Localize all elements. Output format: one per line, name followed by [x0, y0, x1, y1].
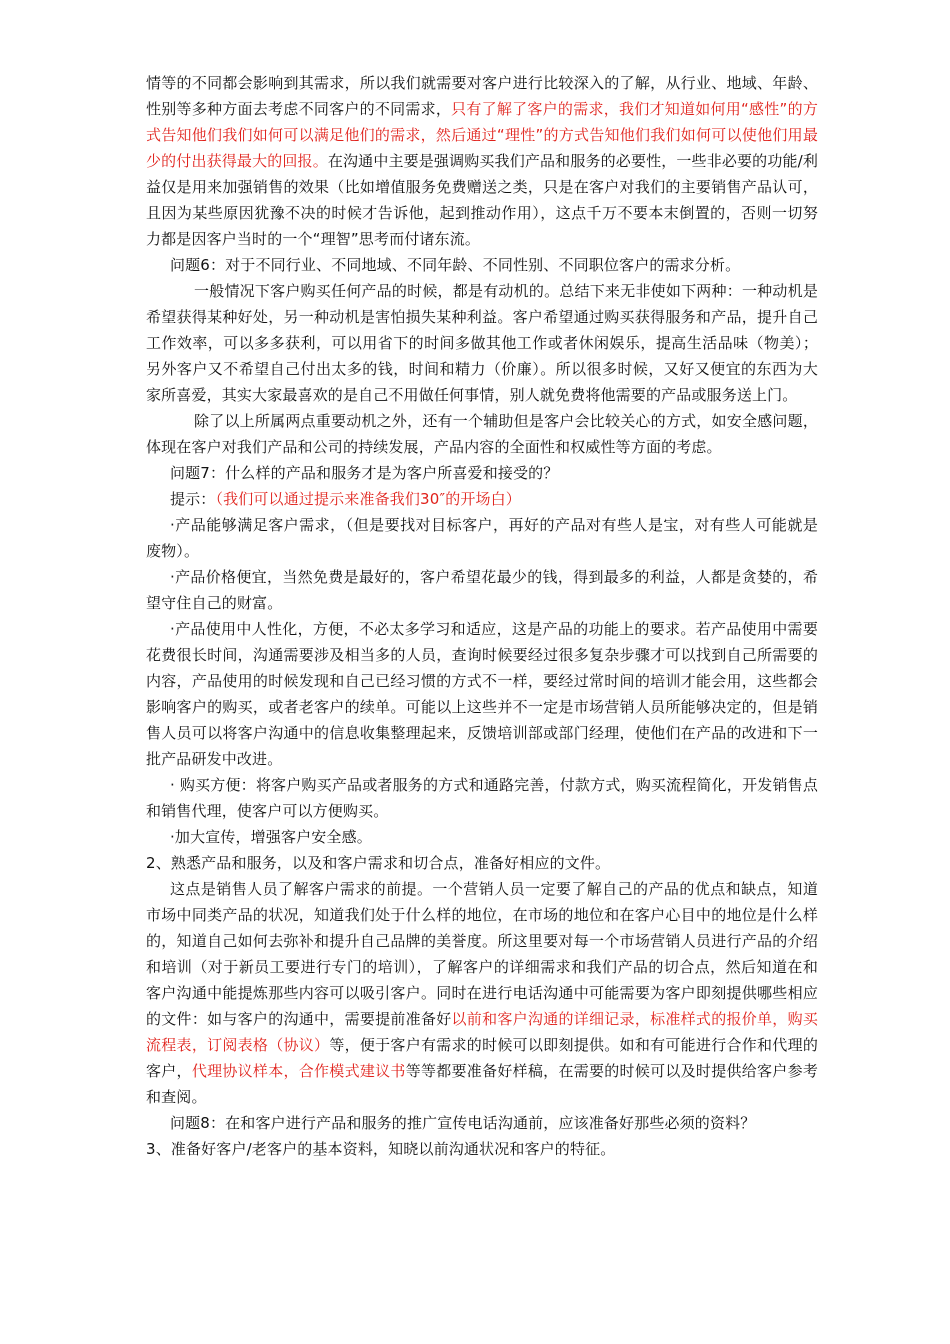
bullet-low-price: ·产品价格便宜，当然免费是最好的，客户希望花最少的钱，得到最多的利益，人都是贪婪的，希望守住自己的财富。 [146, 568, 818, 612]
section-3-heading: 3、准备好客户/老客户的基本资料，知晓以前沟通状况和客户的特征。 [146, 1140, 616, 1158]
hint-line: 提示：（我们可以通过提示来准备我们30″的开场白） [170, 490, 521, 508]
question-7: 问题7：什么样的产品和服务才是为客户所喜爱和接受的？ [170, 464, 559, 482]
document-page [146, 70, 818, 1162]
bullet-promotion: ·加大宣传，增强客户安全感。 [170, 828, 372, 846]
highlight-agency-docs: 代理协议样本，合作模式建议书 [191, 1062, 406, 1080]
paragraph-customer-needs: 情等的不同都会影响到其需求，所以我们就需要对客户进行比较深入的了解，从行业、地域、年龄、性别等多种方面去考虑不同客户的不同需求，只有了解了客户的需求，我们才知道如何用“感性”的方式告知他们我们如何可以满足他们的需求，然后通过“理性”的方式告知他们我们如何可以使他们用最少的付出获得最大的回报。在沟通中主要是强调购买我们产品和服务的必要性，一些非必要的功能/利益仅是用来加强销售的效果（比如增值服务免费赠送之类，只是在客户对我们的主要销售产品认可，且因为某些原因犹豫不决的时候才告诉他，起到推动作用），这点千万不要本末倒置的，否则一切努力都是因客户当时的一个“理智”思考而付诸东流。 [146, 74, 818, 248]
paragraph-motives: 一般情况下客户购买任何产品的时候，都是有动机的。总结下来无非使如下两种：一种动机是希望获得某种好处，另一种动机是害怕损失某种利益。客户希望通过购买获得服务和产品，提升自己工作效率，可以多多获利，可以用省下的时间多做其他工作或者休闲娱乐，提高生活品味（物美）；另外客户又不希望自己付出太多的钱，时间和精力（价廉）。所以很多时候，又好又便宜的东西为大家所喜爱，其实大家最喜欢的是自己不用做任何事情，别人就免费将他需要的产品或服务送上门。 [146, 282, 818, 404]
bullet-meets-needs: ·产品能够满足客户需求，（但是要找对目标客户，再好的产品对有些人是宝，对有些人可能就是废物）。 [146, 516, 818, 560]
question-6: 问题6：对于不同行业、不同地域、不同年龄、不同性别、不同职位客户的需求分析。 [170, 256, 741, 274]
section-2-heading: 2、熟悉产品和服务，以及和客户需求和切合点，准备好相应的文件。 [146, 854, 611, 872]
question-8: 问题8：在和客户进行产品和服务的推广宣传电话沟通前，应该准备好那些必须的资料？ [170, 1114, 756, 1132]
hint-highlight: （我们可以通过提示来准备我们30″的开场白） [215, 490, 521, 508]
paragraph-product-knowledge: 这点是销售人员了解客户需求的前提。一个营销人员一定要了解自己的产品的优点和缺点，知道市场中同类产品的状况，知道我们处于什么样的地位，在市场的地位和在客户心目中的地位是什么样的，知道自己如何去弥补和提升自己品牌的美誉度。所这里要对每一个市场营销人员进行产品的介绍和培训（对于新员工要进行专门的培训），了解客户的详细需求和我们产品的切合点，然后知道在和客户沟通中能提炼那些内容可以吸引客户。同时在进行电话沟通中可能需要为客户即刻提供哪些相应的文件：如与客户的沟通中，需要提前准备好以前和客户沟通的详细记录，标准样式的报价单，购买流程表，订阅表格（协议）等，便于客户有需求的时候可以即刻提供。如和有可能进行合作和代理的客户，代理协议样本，合作模式建议书等等都要准备好样稿，在需要的时候可以及时提供给客户参考和查阅。 [146, 880, 818, 1106]
highlight-documents: 以前和客户沟通的详细记录，标准样式的报价单，购买流程表，订阅表格（协议） [146, 1010, 818, 1054]
paragraph-security: 除了以上所属两点重要动机之外，还有一个辅助但是客户会比较关心的方式，如安全感问题，体现在客户对我们产品和公司的持续发展，产品内容的全面性和权威性等方面的考虑。 [146, 412, 818, 456]
highlight-text: 只有了解了客户的需求，我们才知道如何用“感性”的方式告知他们我们如何可以满足他们的需求，然后通过“理性”的方式告知他们我们如何可以使他们用最少的付出获得最大的回报。 [146, 100, 818, 170]
bullet-easy-purchase: · 购买方便：将客户购买产品或者服务的方式和通路完善，付款方式，购买流程简化，开发销售点和销售代理，使客户可以方便购买。 [146, 776, 818, 820]
bullet-usability: ·产品使用中人性化，方便，不必太多学习和适应，这是产品的功能上的要求。若产品使用中需要花费很长时间，沟通需要涉及相当多的人员，查询时候要经过很多复杂步骤才可以找到自己所需要的内容，产品使用的时候发现和自己已经习惯的方式不一样，要经过常时间的培训才能会用，这些都会影响客户的购买，或者老客户的续单。可能以上这些并不一定是市场营销人员所能够决定的，但是销售人员可以将客户沟通中的信息收集整理起来，反馈培训部或部门经理，使他们在产品的改进和下一批产品研发中改进。 [146, 620, 818, 768]
